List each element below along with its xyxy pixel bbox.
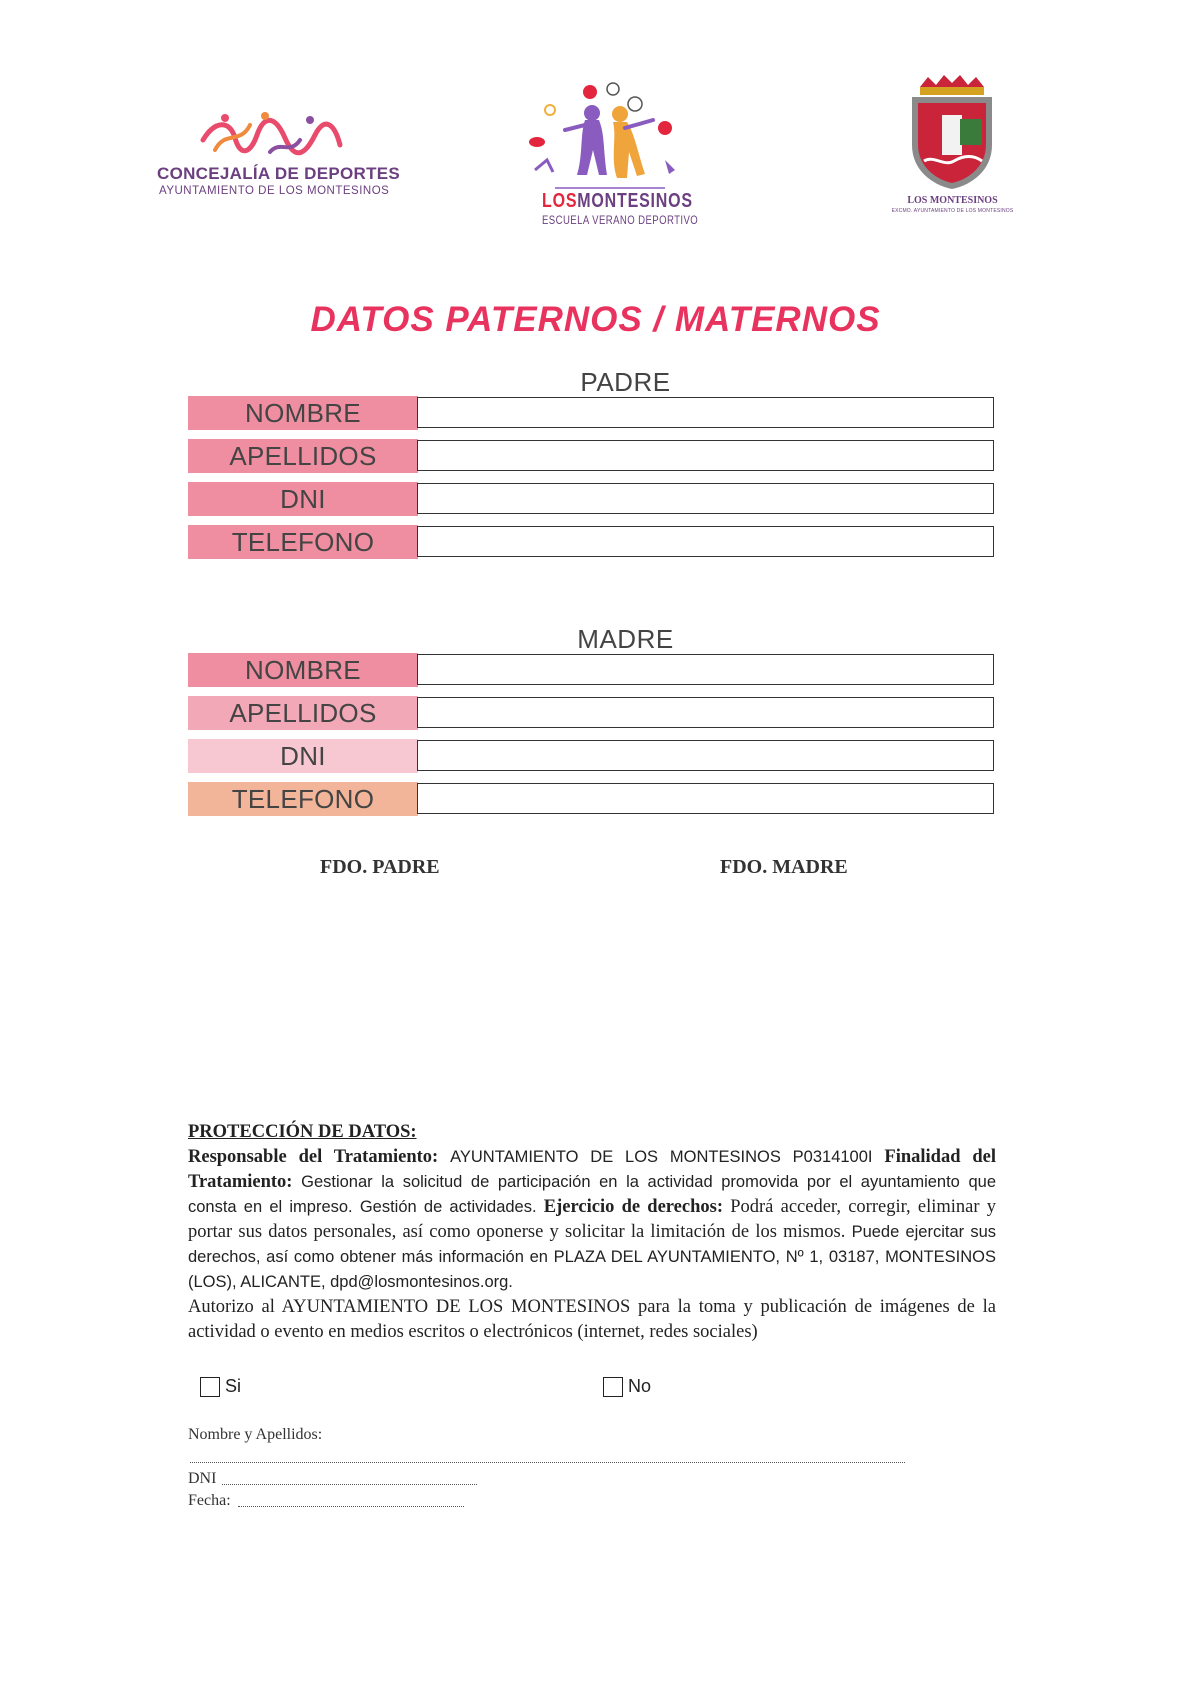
logo-left-line2: AYUNTAMIENTO DE LOS MONTESINOS: [159, 185, 390, 197]
concejalia-deportes-logo: [155, 110, 405, 205]
crest-caption-line2: EXCMO. AYUNTAMIENTO DE LOS MONTESINOS: [891, 208, 1014, 214]
proteccion-body: [188, 1145, 996, 1295]
padre-apellidos-label: APELLIDOS: [188, 439, 418, 473]
padre-nombre-row: [188, 396, 996, 430]
madre-dni-field[interactable]: [417, 740, 994, 771]
madre-telefono-label: TELEFONO: [188, 782, 418, 816]
derechos-label: Ejercicio de derechos:: [543, 1197, 723, 1217]
dni-label: DNI: [188, 1470, 217, 1487]
padre-telefono-label: TELEFONO: [188, 525, 418, 559]
madre-apellidos-field[interactable]: [417, 697, 994, 728]
firma-madre-label: FDO. MADRE: [720, 856, 848, 878]
sports-figures-swirl-icon: [195, 110, 345, 162]
derechos-value-a: Podrá acceder, corregir, eliminar y portar sus datos personales, así como oponerse y solicitar la limitación de los mismos.: [188, 1197, 996, 1242]
madre-apellidos-label: APELLIDOS: [188, 696, 418, 730]
logo-left-line1: CONCEJALÍA DE DEPORTES: [157, 164, 401, 183]
coat-of-arms-icon: [902, 75, 1002, 190]
proteccion-datos-section: [188, 1120, 996, 1345]
autorizo-text: Autorizo al AYUNTAMIENTO DE LOS MONTESINOS para la toma y publicación de imágenes de la actividad o evento en medios escritos o electrónicos (internet, redes sociales): [188, 1297, 996, 1342]
madre-nombre-field[interactable]: [417, 654, 994, 685]
fecha-line[interactable]: [238, 1506, 464, 1507]
option-no-label: No: [628, 1376, 652, 1396]
madre-apellidos-row: [188, 696, 996, 730]
page-title: DATOS PATERNOS / MATERNOS: [310, 300, 881, 339]
madre-nombre-row: [188, 653, 996, 687]
madre-dni-label: DNI: [188, 739, 418, 773]
madre-telefono-row: [188, 782, 996, 816]
responsable-label: Responsable del Tratamiento:: [188, 1147, 439, 1167]
madre-heading: MADRE: [577, 624, 674, 654]
escuela-verano-logo: [515, 80, 700, 230]
padre-apellidos-row: [188, 439, 996, 473]
logo-center-title: LOSMONTESINOS: [542, 190, 693, 212]
padre-dni-field[interactable]: [417, 483, 994, 514]
option-si-label: Si: [225, 1376, 242, 1396]
kids-sports-icon: [525, 80, 690, 190]
nombre-apellidos-line[interactable]: [190, 1462, 905, 1463]
municipal-crest-logo: [880, 75, 1030, 225]
crest-caption-line1: LOS MONTESINOS: [907, 195, 998, 206]
padre-telefono-row: [188, 525, 996, 559]
logo-center-subtitle: ESCUELA VERANO DEPORTIVO: [542, 213, 699, 227]
padre-dni-row: [188, 482, 996, 516]
padre-apellidos-field[interactable]: [417, 440, 994, 471]
option-si[interactable]: [200, 1376, 241, 1397]
fecha-label: Fecha:: [188, 1492, 231, 1509]
padre-dni-label: DNI: [188, 482, 418, 516]
madre-telefono-field[interactable]: [417, 783, 994, 814]
checkbox-no[interactable]: [603, 1377, 623, 1397]
padre-nombre-label: NOMBRE: [188, 396, 418, 430]
padre-telefono-field[interactable]: [417, 526, 994, 557]
firma-padre-label: FDO. PADRE: [320, 856, 440, 878]
padre-heading: PADRE: [580, 367, 671, 397]
madre-dni-row: [188, 739, 996, 773]
madre-nombre-label: NOMBRE: [188, 653, 418, 687]
finalidad-label: Finalidad del Tratamiento:: [188, 1147, 996, 1192]
finalidad-value: Gestionar la solicitud de participación en la actividad promovida por el ayuntamiento que consta en el impreso. Gestión de actividades.: [188, 1173, 996, 1216]
proteccion-heading: PROTECCIÓN DE DATOS:: [188, 1122, 417, 1142]
checkbox-si[interactable]: [200, 1377, 220, 1397]
nombre-apellidos-label: Nombre y Apellidos:: [188, 1426, 323, 1443]
responsable-value: AYUNTAMIENTO DE LOS MONTESINOS P0314100I: [450, 1148, 873, 1166]
derechos-value-b: Puede ejercitar sus derechos, así como obtener más información en PLAZA DEL AYUNTAMIENTO, Nº 1, 03187, MONTESINOS (LOS), ALICANTE, dpd@losmontesinos.org.: [188, 1223, 997, 1291]
dni-line[interactable]: [222, 1484, 477, 1485]
padre-nombre-field[interactable]: [417, 397, 994, 428]
option-no[interactable]: [603, 1376, 651, 1397]
